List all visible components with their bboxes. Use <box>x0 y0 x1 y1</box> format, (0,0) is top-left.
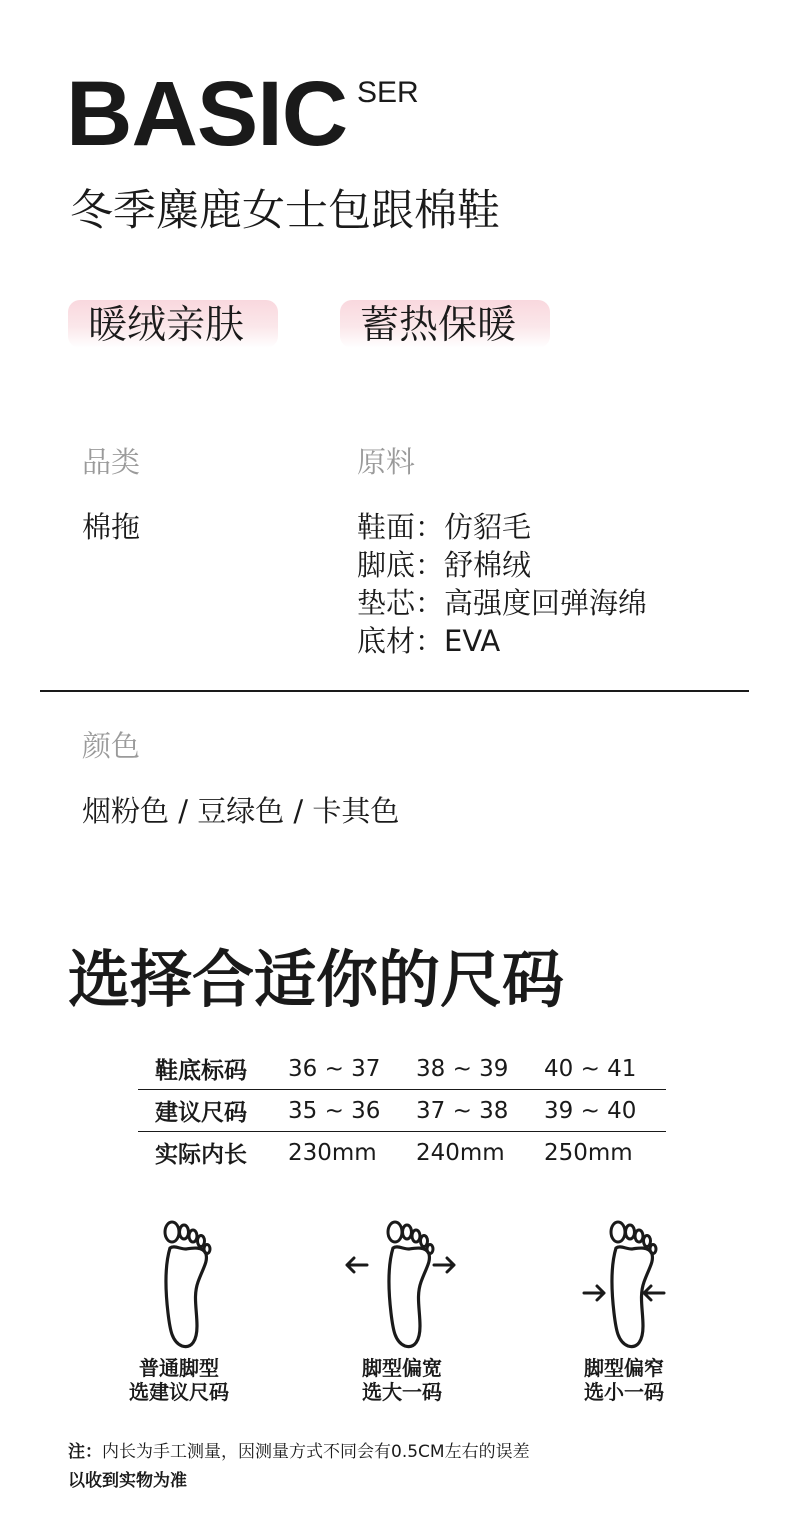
foot-guide-wide <box>327 1356 477 1404</box>
category-label: 品类 <box>82 445 141 479</box>
table-cell: 38 ~ 39 <box>416 1055 509 1082</box>
foot-guide-line1: 脚型偏窄 <box>584 1356 664 1380</box>
material-row <box>357 622 647 660</box>
feature-tag-heat-retention: 蓄热保暖 <box>340 300 550 348</box>
note-prefix: 注： <box>68 1442 102 1462</box>
feature-tag-warm-velvet: 暖绒亲肤 <box>68 300 278 348</box>
table-cell: 35 ~ 36 <box>288 1090 416 1132</box>
foot-narrow-icon <box>560 1215 690 1353</box>
material-key: 鞋面： <box>357 510 445 544</box>
table-cell: 250mm <box>544 1132 666 1174</box>
table-cell: 37 ~ 38 <box>416 1090 544 1132</box>
material-value: 高强度回弹海绵 <box>444 586 648 620</box>
material-value: 舒棉绒 <box>444 548 532 582</box>
material-row <box>357 508 647 546</box>
color-label: 颜色 <box>82 729 141 763</box>
table-cell: 36 ~ 37 <box>288 1055 381 1082</box>
material-key: 垫芯： <box>357 586 445 620</box>
measurement-note <box>68 1440 530 1464</box>
table-cell: 240mm <box>416 1132 544 1174</box>
size-section-title: 选择合适你的尺码 <box>68 943 565 1016</box>
material-value: 仿貂毛 <box>444 510 532 544</box>
material-row <box>357 546 647 584</box>
foot-guide-line2: 选小一码 <box>584 1380 664 1404</box>
foot-guide-narrow <box>549 1356 699 1404</box>
section-divider <box>40 690 749 692</box>
size-table <box>138 1048 666 1173</box>
foot-guide-line2: 选大一码 <box>362 1380 442 1404</box>
material-label: 原料 <box>357 445 416 479</box>
material-key: 脚底： <box>357 548 445 582</box>
foot-guide-normal <box>104 1356 254 1404</box>
brand-logo: BASIC <box>66 63 348 165</box>
materials-list <box>357 508 647 660</box>
foot-normal-icon <box>114 1215 244 1353</box>
material-key: 底材： <box>357 624 445 658</box>
table-row <box>138 1048 666 1090</box>
table-cell: 40 ~ 41 <box>544 1055 637 1082</box>
material-value: EVA <box>444 624 501 658</box>
color-value: 烟粉色 / 豆绿色 / 卡其色 <box>82 794 400 828</box>
table-row <box>138 1132 666 1174</box>
material-row <box>357 584 647 622</box>
table-row <box>138 1090 666 1132</box>
row-header: 建议尺码 <box>138 1090 288 1132</box>
row-header: 实际内长 <box>138 1132 288 1174</box>
foot-guide-line1: 脚型偏宽 <box>362 1356 442 1380</box>
product-title: 冬季麋鹿女士包跟棉鞋 <box>70 186 500 236</box>
note-text: 内长为手工测量，因测量方式不同会有0.5CM左右的误差 <box>102 1442 530 1462</box>
brand-superscript: SER <box>357 76 419 109</box>
category-value: 棉拖 <box>82 510 141 544</box>
foot-guide-line2: 选建议尺码 <box>129 1380 229 1404</box>
row-header: 鞋底标码 <box>155 1058 247 1084</box>
table-cell: 39 ~ 40 <box>544 1090 666 1132</box>
foot-guide-line1: 普通脚型 <box>139 1356 219 1380</box>
table-cell: 230mm <box>288 1132 416 1174</box>
note-line2: 以收到实物为准 <box>68 1471 187 1491</box>
foot-wide-icon <box>337 1215 467 1353</box>
